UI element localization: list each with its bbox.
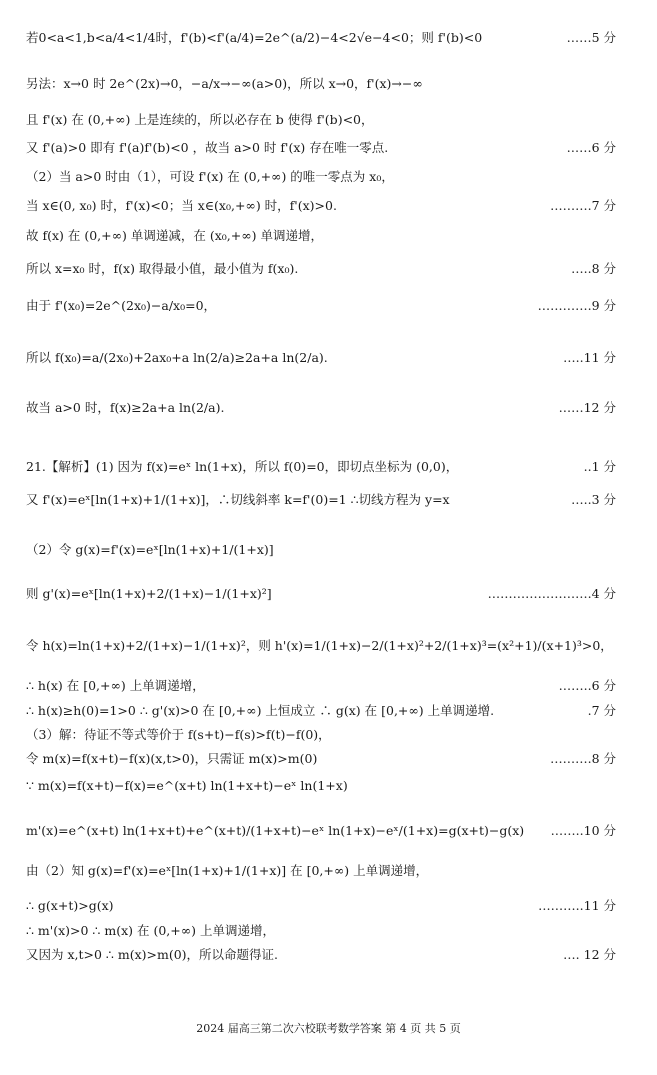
page-footer: 2024 届高三第二次六校联考数学答案 第 4 页 共 5 页 <box>196 1022 461 1035</box>
line-text: ∴ g(x+t)>g(x) <box>26 898 114 913</box>
line-score: …..11 分 <box>557 350 616 365</box>
line-6 <box>26 198 616 213</box>
line-score: ……6 分 <box>561 140 616 155</box>
line-text: 故 f(x) 在 (0,+∞) 单调递减，在 (x₀,+∞) 单调递增， <box>26 228 324 243</box>
line-score: ………..11 分 <box>532 898 616 913</box>
line-score: ……5 分 <box>561 30 616 45</box>
line-score: ……….8 分 <box>544 751 616 766</box>
line-5 <box>26 169 616 184</box>
line-13 <box>26 492 616 507</box>
line-score: …. 12 分 <box>557 947 616 962</box>
line-18 <box>26 703 616 718</box>
line-11 <box>26 400 616 415</box>
line-text: 又 f'(a)>0 即有 f'(a)f'(b)<0 ，故当 a>0 时 f'(x) 存在唯一零点. <box>26 140 389 155</box>
line-text: 令 m(x)=f(x+t)−f(x)(x,t>0)，只需证 m(x)>m(0) <box>26 751 318 766</box>
line-text: 若0<a<1,b<a/4<1/4时，f'(b)<f'(a/4)=2e^(a/2)−4<2√e−4<0；则 f'(b)<0 <box>26 30 483 45</box>
line-10 <box>26 350 616 365</box>
line-text: （2）当 a>0 时由（1），可设 f'(x) 在 (0,+∞) 的唯一零点为 x₀， <box>26 169 394 184</box>
line-14 <box>26 542 616 557</box>
line-15 <box>26 586 616 601</box>
line-text: 所以 x=x₀ 时，f(x) 取得最小值，最小值为 f(x₀). <box>26 261 299 276</box>
line-text: （2）令 g(x)=f'(x)=eˣ[ln(1+x)+1/(1+x)] <box>26 542 274 557</box>
line-text: 又 f'(x)=eˣ[ln(1+x)+1/(1+x)]，∴切线斜率 k=f'(0)=1 ∴切线方程为 y=x <box>26 492 450 507</box>
line-12 <box>26 459 616 474</box>
line-22 <box>26 823 616 838</box>
line-17 <box>26 678 616 693</box>
line-text: ∴ m'(x)>0 ∴ m(x) 在 (0,+∞) 上单调递增， <box>26 923 275 938</box>
line-7 <box>26 228 616 243</box>
line-text: 令 h(x)=ln(1+x)+2/(1+x)−1/(1+x)²，则 h'(x)=1/(1+x)−2/(1+x)²+2/(1+x)³=(x²+1)/(x+1)³>0， <box>26 638 613 653</box>
line-score: …..8 分 <box>565 261 616 276</box>
line-9 <box>26 298 616 313</box>
line-score: ……….7 分 <box>544 198 616 213</box>
line-text: 且 f'(x) 在 (0,+∞) 上是连续的，所以必存在 b 使得 f'(b)<0， <box>26 112 374 127</box>
line-4 <box>26 140 616 155</box>
line-text: 所以 f(x₀)=a/(2x₀)+2ax₀+a ln(2/a)≥2a+a ln(2/a). <box>26 350 328 365</box>
line-21 <box>26 778 616 793</box>
line-text: （3）解：待证不等式等价于 f(s+t)−f(s)>f(t)−f(0)， <box>26 727 331 742</box>
line-text: 则 g'(x)=eˣ[ln(1+x)+2/(1+x)−1/(1+x)²] <box>26 586 272 601</box>
line-score: …..3 分 <box>565 492 616 507</box>
line-26 <box>26 947 616 962</box>
line-score: ………….9 分 <box>532 298 616 313</box>
line-text: 故当 a>0 时，f(x)≥2a+a ln(2/a). <box>26 400 225 415</box>
line-3 <box>26 112 616 127</box>
line-19 <box>26 727 616 742</box>
line-score: ..1 分 <box>578 459 616 474</box>
line-score: ……12 分 <box>553 400 616 415</box>
line-text: 21.【解析】(1) 因为 f(x)=eˣ ln(1+x)，所以 f(0)=0，即切点坐标为 (0,0)， <box>26 459 459 474</box>
line-text: ∴ h(x) 在 [0,+∞) 上单调递增， <box>26 678 205 693</box>
line-text: 另法：x→0 时 2e^(2x)→0，−a/x→−∞(a>0)，所以 x→0，f'(x)→−∞ <box>26 76 423 91</box>
line-text: 又因为 x,t>0 ∴ m(x)>m(0)，所以命题得证. <box>26 947 279 962</box>
line-16 <box>26 638 616 653</box>
line-25 <box>26 923 616 938</box>
line-text: 由于 f'(x₀)=2e^(2x₀)−a/x₀=0， <box>26 298 217 313</box>
line-score: ……..6 分 <box>553 678 616 693</box>
line-24 <box>26 898 616 913</box>
line-text: 当 x∈(0, x₀) 时，f'(x)<0；当 x∈(x₀,+∞) 时，f'(x)>0. <box>26 198 337 213</box>
line-score: .7 分 <box>582 703 616 718</box>
line-text: ∴ h(x)≥h(0)=1>0 ∴ g'(x)>0 在 [0,+∞) 上恒成立 ∴ g(x) 在 [0,+∞) 上单调递增. <box>26 703 495 718</box>
line-8 <box>26 261 616 276</box>
line-text: ∵ m(x)=f(x+t)−f(x)=e^(x+t) ln(1+x+t)−eˣ ln(1+x) <box>26 778 348 793</box>
line-20 <box>26 751 616 766</box>
line-text: m'(x)=e^(x+t) ln(1+x+t)+e^(x+t)/(1+x+t)−eˣ ln(1+x)−eˣ/(1+x)=g(x+t)−g(x) <box>26 823 525 838</box>
line-2 <box>26 76 616 91</box>
line-score: ……..10 分 <box>545 823 616 838</box>
line-score: …………………….4 分 <box>482 586 616 601</box>
line-1 <box>26 30 616 45</box>
line-text: 由（2）知 g(x)=f'(x)=eˣ[ln(1+x)+1/(1+x)] 在 [0,+∞) 上单调递增， <box>26 863 429 878</box>
line-23 <box>26 863 616 878</box>
